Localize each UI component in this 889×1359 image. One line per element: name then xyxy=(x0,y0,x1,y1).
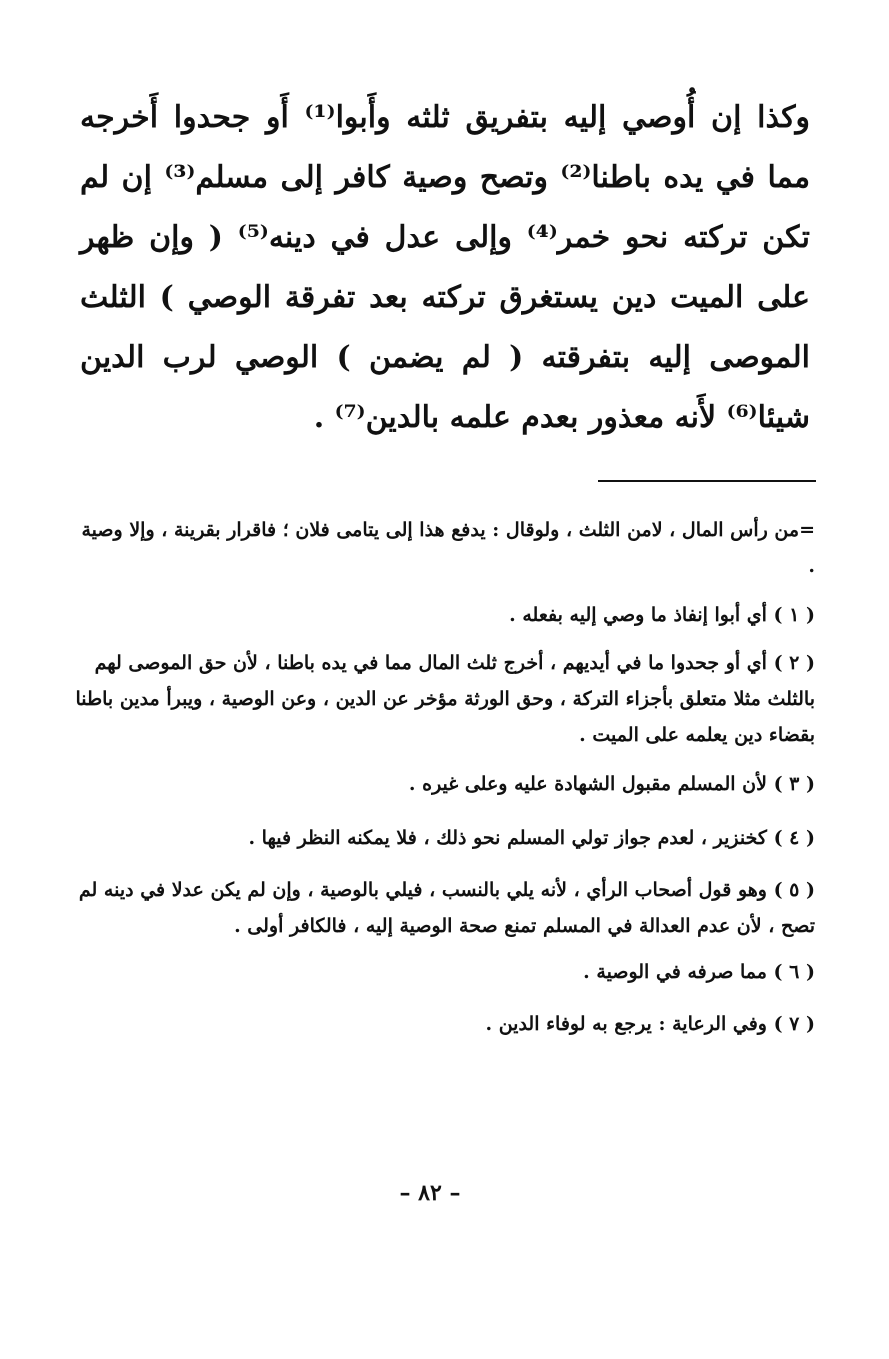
footnote-2: ( ٢ ) أي أو جحدوا ما في أيديهم ، أخرج ثلث المال مما في يده باطنا ، لأن حق الموصى لهم بالثلث مثلا متعلق بأجزاء التركة ، وحق الورثة مؤخر عن الدين ، وعن الوصية ، ويبرأ مدين باطنا بقضاء دين يعلمه على الميت . xyxy=(75,652,815,746)
footnote-1: ( ١ ) أي أبوا إنفاذ ما وصي إليه بفعله . xyxy=(509,604,815,626)
footnote-6: ( ٦ ) مما صرفه في الوصية . xyxy=(583,961,815,983)
footnote-4: ( ٤ ) كخنزير ، لعدم جواز تولي المسلم نحو ذلك ، فلا يمكنه النظر فيها . xyxy=(248,827,815,849)
footnote-7: ( ٧ ) وفي الرعاية : يرجع به لوفاء الدين . xyxy=(485,1013,815,1035)
main-paragraph: وكذا إن أُوصي إليه بتفريق ثلثه وأَبوا⁽¹⁾ أَو جحدوا أَخرجه مما في يده باطنا⁽²⁾ وتصح وصية كافر إلى مسلم⁽³⁾ إن لم تكن تركته نحو خمر⁽⁴⁾ وإلى عدل في دينه⁽⁵⁾ ( وإن ظهر على الميت دين يستغرق تركته بعد تفرقة الوصي ) الثلث الموصى إليه بتفرقته ( لم يضمن ) الوصي لرب الدين شيئا⁽⁶⁾ لأَنه معذور بعدم علمه بالدين⁽⁷⁾ . xyxy=(80,100,811,435)
footnote-continuation: =من رأس المال ، لامن الثلث ، ولوقال : يدفع هذا إلى يتامى فلان ؛ فاقرار بقرينة ، وإلا وصية . xyxy=(81,519,815,577)
footnote-5: ( ٥ ) وهو قول أصحاب الرأي ، لأنه يلي بالنسب ، فيلي بالوصية ، وإن لم يكن عدلا في دينه لم تصح ، لأن عدم العدالة في المسلم تمنع صحة الوصية إليه ، فالكافر أولى . xyxy=(78,879,815,937)
footnote-divider xyxy=(598,480,816,482)
main-text-block xyxy=(80,88,810,448)
footnote-3: ( ٣ ) لأن المسلم مقبول الشهادة عليه وعلى غيره . xyxy=(408,773,815,795)
footnotes-block xyxy=(75,512,815,1042)
page-number: – ٨٢ – xyxy=(399,1180,461,1206)
